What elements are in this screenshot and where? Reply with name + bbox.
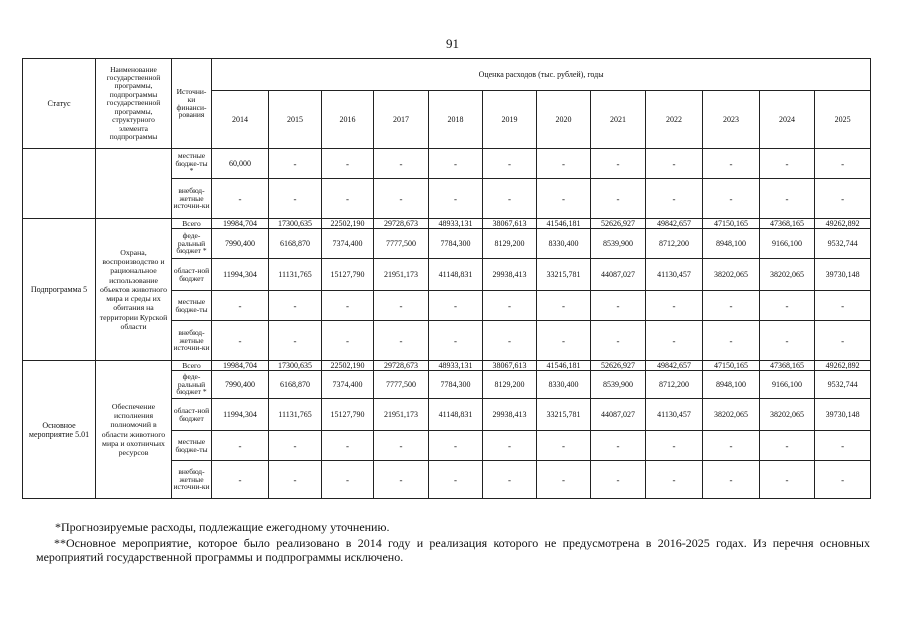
- value-cell: 33215,781: [537, 259, 591, 291]
- value-cell: -: [212, 179, 269, 219]
- budget-table: [22, 58, 871, 499]
- year-header: 2016: [322, 91, 374, 149]
- value-cell: -: [374, 321, 429, 361]
- source-cell: местные бюдже-ты: [172, 291, 212, 321]
- value-cell: 44087,027: [591, 259, 646, 291]
- year-header: 2017: [374, 91, 429, 149]
- value-cell: 47368,165: [760, 361, 815, 371]
- value-cell: 41546,181: [537, 361, 591, 371]
- source-cell: феде-ральный бюджет *: [172, 229, 212, 259]
- value-cell: 11994,304: [212, 399, 269, 431]
- year-header: 2014: [212, 91, 269, 149]
- value-cell: 41130,457: [646, 399, 703, 431]
- value-cell: 7374,400: [322, 371, 374, 399]
- value-cell: 7777,500: [374, 229, 429, 259]
- value-cell: 49842,657: [646, 361, 703, 371]
- value-cell: -: [483, 149, 537, 179]
- value-cell: 39730,148: [815, 259, 871, 291]
- value-cell: 9166,100: [760, 371, 815, 399]
- value-cell: 8948,100: [703, 229, 760, 259]
- value-cell: 41148,831: [429, 399, 483, 431]
- value-cell: -: [703, 321, 760, 361]
- value-cell: -: [483, 431, 537, 461]
- value-cell: 38067,613: [483, 361, 537, 371]
- value-cell: 21951,173: [374, 399, 429, 431]
- value-cell: 29938,413: [483, 259, 537, 291]
- value-cell: -: [322, 149, 374, 179]
- value-cell: -: [703, 291, 760, 321]
- value-cell: -: [322, 431, 374, 461]
- value-cell: -: [703, 179, 760, 219]
- value-cell: -: [760, 461, 815, 499]
- value-cell: 8539,900: [591, 371, 646, 399]
- value-cell: 33215,781: [537, 399, 591, 431]
- value-cell: 47150,165: [703, 219, 760, 229]
- value-cell: 17300,635: [269, 219, 322, 229]
- value-cell: 8330,400: [537, 229, 591, 259]
- value-cell: -: [646, 149, 703, 179]
- value-cell: 48933,131: [429, 361, 483, 371]
- table-row: [23, 219, 871, 229]
- year-header: 2019: [483, 91, 537, 149]
- value-cell: 29728,673: [374, 219, 429, 229]
- value-cell: -: [322, 291, 374, 321]
- footnote-main-activity: [36, 536, 870, 564]
- page-number: 91: [446, 36, 459, 51]
- value-cell: -: [646, 431, 703, 461]
- source-cell: местные бюдже-ты *: [172, 149, 212, 179]
- value-cell: -: [591, 291, 646, 321]
- value-cell: 21951,173: [374, 259, 429, 291]
- value-cell: 15127,790: [322, 259, 374, 291]
- value-cell: -: [269, 321, 322, 361]
- name-header: Наименование государственной программы, подпрограммы государственной программы, структурного элемента подпрограммы: [96, 59, 172, 149]
- value-cell: 8712,200: [646, 371, 703, 399]
- value-cell: 7990,400: [212, 229, 269, 259]
- source-cell: внебюд-жетные источни-ки: [172, 461, 212, 499]
- value-cell: 29728,673: [374, 361, 429, 371]
- value-cell: -: [374, 149, 429, 179]
- value-cell: 47368,165: [760, 219, 815, 229]
- value-cell: -: [815, 149, 871, 179]
- value-cell: -: [815, 179, 871, 219]
- source-cell: феде-ральный бюджет *: [172, 371, 212, 399]
- value-cell: 48933,131: [429, 219, 483, 229]
- estimate-header: Оценка расходов (тыс. рублей), годы: [212, 59, 871, 91]
- value-cell: -: [269, 461, 322, 499]
- value-cell: -: [212, 321, 269, 361]
- year-header: 2021: [591, 91, 646, 149]
- year-header: 2022: [646, 91, 703, 149]
- value-cell: 17300,635: [269, 361, 322, 371]
- value-cell: -: [703, 431, 760, 461]
- value-cell: 41546,181: [537, 219, 591, 229]
- value-cell: 49262,892: [815, 219, 871, 229]
- value-cell: -: [269, 291, 322, 321]
- value-cell: -: [760, 291, 815, 321]
- value-cell: -: [322, 321, 374, 361]
- value-cell: -: [429, 431, 483, 461]
- value-cell: -: [537, 179, 591, 219]
- name-cell: Обеспечение исполнения полномочий в области животного мира и охотничьих ресурсов: [96, 361, 172, 499]
- value-cell: 38202,065: [760, 399, 815, 431]
- source-cell: област-ной бюджет: [172, 399, 212, 431]
- status-cell: [23, 149, 96, 219]
- value-cell: 49842,657: [646, 219, 703, 229]
- value-cell: -: [212, 431, 269, 461]
- table-row: [23, 361, 871, 371]
- value-cell: -: [483, 321, 537, 361]
- value-cell: 7784,300: [429, 229, 483, 259]
- source-cell: Всего: [172, 219, 212, 229]
- value-cell: -: [374, 179, 429, 219]
- value-cell: -: [483, 179, 537, 219]
- value-cell: -: [760, 321, 815, 361]
- value-cell: 41130,457: [646, 259, 703, 291]
- value-cell: -: [537, 291, 591, 321]
- value-cell: -: [483, 291, 537, 321]
- source-cell: внебюд-жетные источни-ки: [172, 321, 212, 361]
- value-cell: -: [374, 461, 429, 499]
- name-cell: [96, 149, 172, 219]
- value-cell: 38202,065: [703, 259, 760, 291]
- value-cell: 22502,190: [322, 361, 374, 371]
- value-cell: -: [374, 291, 429, 321]
- value-cell: -: [537, 461, 591, 499]
- value-cell: 38202,065: [703, 399, 760, 431]
- value-cell: -: [429, 321, 483, 361]
- value-cell: -: [591, 431, 646, 461]
- value-cell: -: [815, 291, 871, 321]
- value-cell: 60,000: [212, 149, 269, 179]
- value-cell: -: [815, 461, 871, 499]
- value-cell: 19984,704: [212, 361, 269, 371]
- year-header: 2020: [537, 91, 591, 149]
- value-cell: 7990,400: [212, 371, 269, 399]
- year-header: 2024: [760, 91, 815, 149]
- value-cell: -: [269, 179, 322, 219]
- value-cell: 6168,870: [269, 371, 322, 399]
- value-cell: -: [646, 179, 703, 219]
- value-cell: 9532,744: [815, 371, 871, 399]
- value-cell: -: [646, 461, 703, 499]
- value-cell: 47150,165: [703, 361, 760, 371]
- value-cell: 7374,400: [322, 229, 374, 259]
- value-cell: 38067,613: [483, 219, 537, 229]
- value-cell: -: [591, 461, 646, 499]
- value-cell: -: [646, 321, 703, 361]
- value-cell: -: [591, 321, 646, 361]
- value-cell: 44087,027: [591, 399, 646, 431]
- value-cell: -: [760, 179, 815, 219]
- value-cell: -: [815, 431, 871, 461]
- value-cell: 8129,200: [483, 229, 537, 259]
- status-cell: Подпрограмма 5: [23, 219, 96, 361]
- value-cell: -: [537, 321, 591, 361]
- value-cell: 29938,413: [483, 399, 537, 431]
- value-cell: 7777,500: [374, 371, 429, 399]
- value-cell: 8129,200: [483, 371, 537, 399]
- value-cell: -: [212, 291, 269, 321]
- source-cell: внебюд-жетные источни-ки: [172, 179, 212, 219]
- table-row: [23, 149, 871, 179]
- status-cell: Основное мероприятие 5.01: [23, 361, 96, 499]
- value-cell: -: [591, 179, 646, 219]
- value-cell: -: [483, 461, 537, 499]
- value-cell: 52626,927: [591, 219, 646, 229]
- value-cell: 8712,200: [646, 229, 703, 259]
- value-cell: -: [269, 431, 322, 461]
- value-cell: -: [703, 461, 760, 499]
- value-cell: 9166,100: [760, 229, 815, 259]
- value-cell: -: [429, 149, 483, 179]
- value-cell: -: [269, 149, 322, 179]
- value-cell: 22502,190: [322, 219, 374, 229]
- value-cell: -: [429, 461, 483, 499]
- source-cell: област-ной бюджет: [172, 259, 212, 291]
- value-cell: -: [212, 461, 269, 499]
- value-cell: 49262,892: [815, 361, 871, 371]
- value-cell: -: [646, 291, 703, 321]
- value-cell: -: [322, 179, 374, 219]
- value-cell: 9532,744: [815, 229, 871, 259]
- value-cell: 6168,870: [269, 229, 322, 259]
- status-header: Статус: [23, 59, 96, 149]
- value-cell: -: [322, 461, 374, 499]
- footnote-forecast: *Прогнозируемые расходы, подлежащие ежегодному уточнению.: [55, 520, 390, 534]
- value-cell: -: [703, 149, 760, 179]
- value-cell: -: [815, 321, 871, 361]
- source-cell: местные бюдже-ты: [172, 431, 212, 461]
- value-cell: 41148,831: [429, 259, 483, 291]
- value-cell: 8539,900: [591, 229, 646, 259]
- value-cell: 11131,765: [269, 399, 322, 431]
- value-cell: 7784,300: [429, 371, 483, 399]
- value-cell: 8948,100: [703, 371, 760, 399]
- value-cell: 19984,704: [212, 219, 269, 229]
- value-cell: 39730,148: [815, 399, 871, 431]
- year-header: 2025: [815, 91, 871, 149]
- value-cell: -: [374, 431, 429, 461]
- source-cell: Всего: [172, 361, 212, 371]
- value-cell: -: [537, 149, 591, 179]
- value-cell: -: [760, 431, 815, 461]
- value-cell: -: [760, 149, 815, 179]
- source-header: Источни-ки финанси-рования: [172, 59, 212, 149]
- value-cell: -: [591, 149, 646, 179]
- value-cell: 11131,765: [269, 259, 322, 291]
- value-cell: -: [429, 291, 483, 321]
- year-header: 2018: [429, 91, 483, 149]
- value-cell: 15127,790: [322, 399, 374, 431]
- value-cell: -: [429, 179, 483, 219]
- value-cell: 38202,065: [760, 259, 815, 291]
- year-header: 2015: [269, 91, 322, 149]
- value-cell: 52626,927: [591, 361, 646, 371]
- name-cell: Охрана, воспроизводство и рациональное использование объектов животного мира и среды их обитания на территории Курской области: [96, 219, 172, 361]
- year-header: 2023: [703, 91, 760, 149]
- footnote-main-activity-text: **Основное мероприятие, которое было реализовано в 2014 году и реализация которого не предусмотрена в 2016-2025 годах. Из перечня основных мероприятий государственной программы и подпрограммы исключено.: [36, 536, 870, 564]
- value-cell: 8330,400: [537, 371, 591, 399]
- value-cell: -: [537, 431, 591, 461]
- value-cell: 11994,304: [212, 259, 269, 291]
